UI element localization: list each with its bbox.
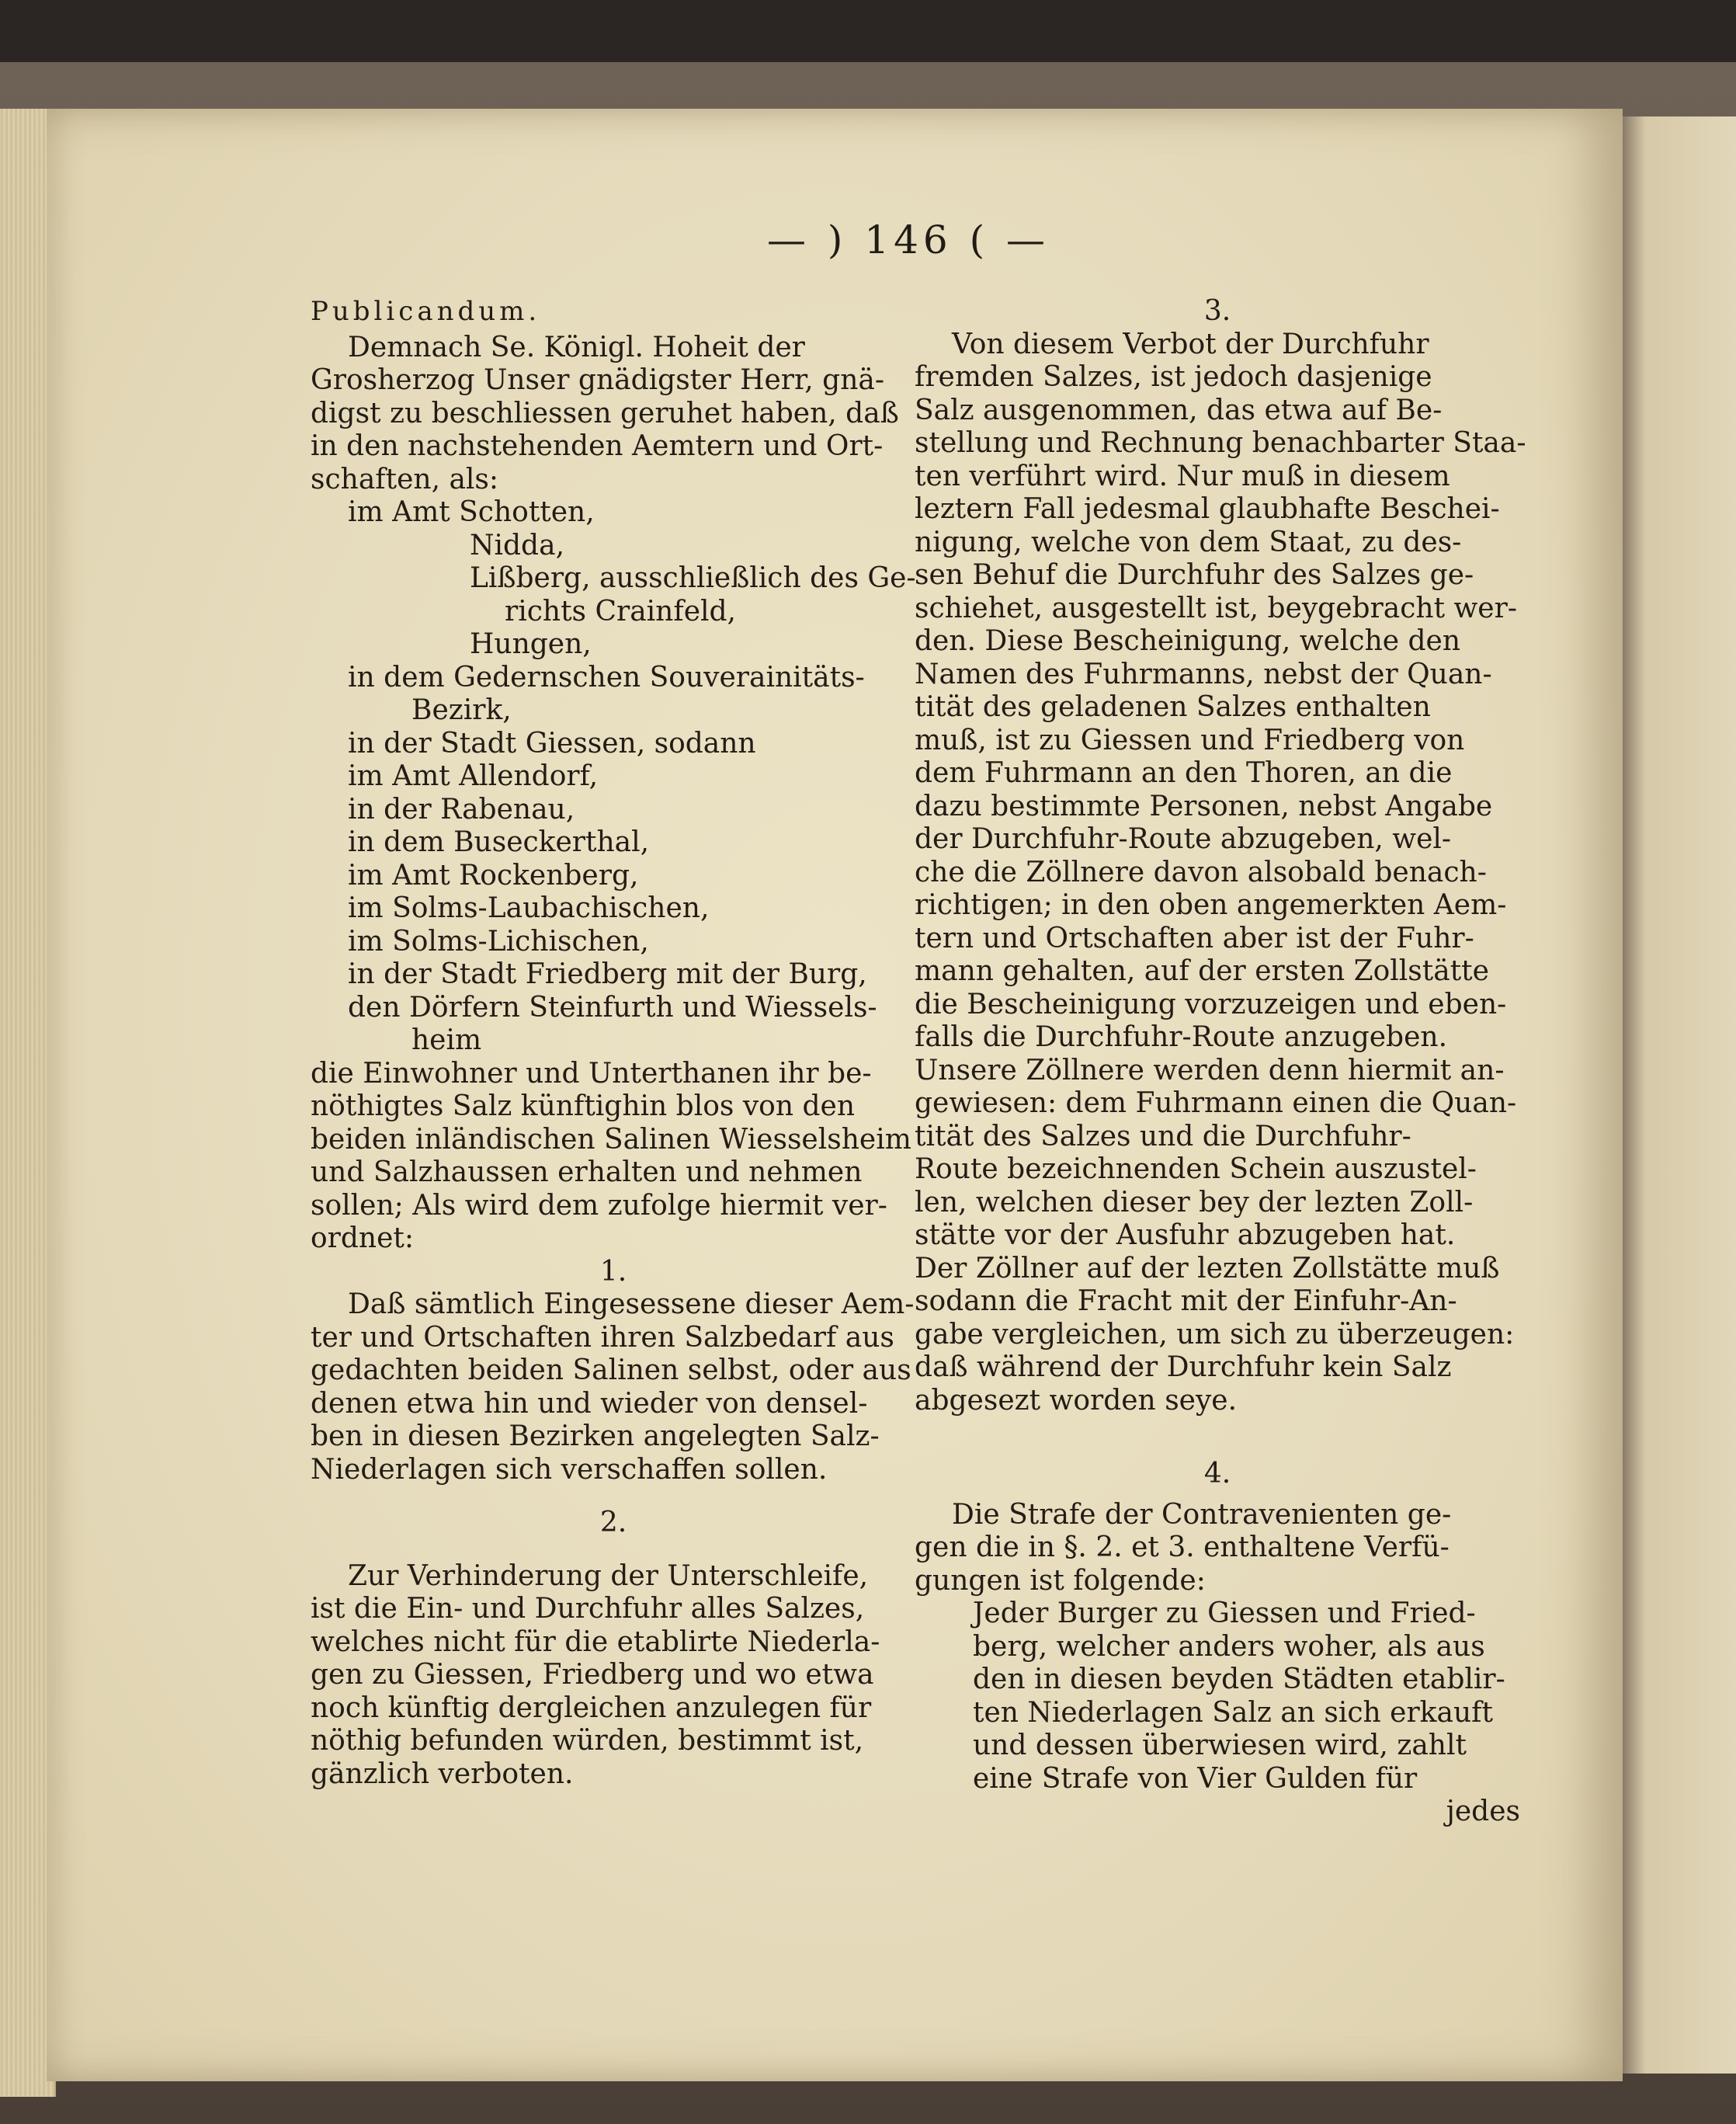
text-line: Die Strafe der Contravenienten ge- bbox=[952, 1498, 1452, 1531]
section-2-paragraph bbox=[311, 1560, 916, 1792]
text-line: welches nicht für die etablirte Niederla- bbox=[311, 1625, 880, 1658]
text-line: falls die Durchfuhr-Route anzugeben. bbox=[915, 1021, 1448, 1053]
text-line: Von diesem Verbot der Durchfuhr bbox=[952, 328, 1429, 360]
text-line: sodann die Fracht mit der Einfuhr-An- bbox=[915, 1285, 1457, 1317]
text-line: der Durchfuhr-Route abzugeben, wel- bbox=[915, 823, 1452, 855]
place-item: in dem Gedernschen Souverainitäts- bbox=[348, 661, 865, 694]
text-line: gen die in §. 2. et 3. enthaltene Verfü- bbox=[915, 1531, 1450, 1563]
text-line: Unsere Zöllnere werden denn hiermit an- bbox=[915, 1054, 1505, 1086]
text-line: den in diesen beyden Städten etablir- bbox=[973, 1663, 1505, 1695]
text-line: ter und Ortschaften ihren Salzbedarf aus bbox=[311, 1321, 894, 1354]
text-line: den. Diese Bescheinigung, welche den bbox=[915, 625, 1461, 657]
text-line: und Salzhaussen erhalten und nehmen bbox=[311, 1156, 863, 1188]
place-item: in der Stadt Giessen, sodann bbox=[348, 727, 756, 760]
facing-page-edge bbox=[1623, 116, 1736, 2074]
place-item: in dem Buseckerthal, bbox=[348, 826, 650, 858]
text-line: tern und Ortschaften aber ist der Fuhr- bbox=[915, 922, 1474, 954]
text-line: Demnach Se. Königl. Hoheit der bbox=[348, 331, 805, 363]
text-line: berg, welcher anders woher, als aus bbox=[973, 1630, 1485, 1663]
text-line: ten verführt wird. Nur muß in diesem bbox=[915, 460, 1450, 492]
text-line: muß, ist zu Giessen und Friedberg von bbox=[915, 724, 1465, 756]
penalty-clause bbox=[915, 1597, 1520, 1795]
text-line: noch künftig dergleichen anzulegen für bbox=[311, 1691, 872, 1724]
place-item: im Amt Allendorf, bbox=[348, 760, 599, 792]
catchword: jedes bbox=[1446, 1795, 1520, 1827]
text-line: Der Zöllner auf der lezten Zollstätte muß bbox=[915, 1252, 1500, 1284]
section-3-paragraph bbox=[915, 328, 1526, 1418]
place-item: Lißberg, ausschließlich des Ge- bbox=[470, 562, 916, 594]
section-number: 4. bbox=[1203, 1458, 1231, 1490]
place-item: im Amt Rockenberg, bbox=[348, 859, 639, 892]
text-line: nöthig befunden würden, bestimmt ist, bbox=[311, 1725, 864, 1757]
page-number-header: — ) 146 ( — bbox=[766, 217, 1050, 262]
text-line: stellung und Rechnung benachbarter Staa- bbox=[915, 427, 1526, 459]
text-line: gen zu Giessen, Friedberg und wo etwa bbox=[311, 1659, 874, 1691]
section-number: 1. bbox=[599, 1255, 627, 1288]
text-line: nöthigtes Salz künftighin blos von den bbox=[311, 1090, 855, 1122]
text-line: ist die Ein- und Durchfuhr alles Salzes, bbox=[311, 1593, 865, 1625]
place-item: Nidda, bbox=[470, 529, 565, 561]
text-line: ben in diesen Bezirken angelegten Salz- bbox=[311, 1420, 880, 1452]
place-item: im Amt Schotten, bbox=[348, 496, 595, 528]
text-line: gedachten beiden Salinen selbst, oder aus bbox=[311, 1354, 911, 1386]
text-line: dem Fuhrmann an den Thoren, an die bbox=[915, 757, 1453, 789]
text-line: che die Zöllnere davon alsobald benach- bbox=[915, 856, 1487, 888]
place-item: in der Rabenau, bbox=[348, 793, 575, 826]
text-line: Niederlagen sich verschaffen sollen. bbox=[311, 1453, 828, 1486]
text-line: Namen des Fuhrmanns, nebst der Quan- bbox=[915, 658, 1492, 690]
text-line: in den nachstehenden Aemtern und Ort- bbox=[311, 430, 884, 462]
text-line: Jeder Burger zu Giessen und Fried- bbox=[973, 1597, 1476, 1629]
place-item: Hungen, bbox=[470, 628, 592, 660]
text-line: ten Niederlagen Salz an sich erkauft bbox=[973, 1696, 1493, 1729]
section-1-paragraph bbox=[311, 1288, 916, 1486]
text-line: die Einwohner und Unterthanen ihr be- bbox=[311, 1057, 872, 1090]
text-line: sollen; Als wird dem zufolge hiermit ver- bbox=[311, 1189, 887, 1222]
text-line: schaften, als: bbox=[311, 463, 499, 495]
section-heading: Publicandum. bbox=[311, 296, 541, 327]
text-line: mann gehalten, auf der ersten Zollstätte bbox=[915, 955, 1489, 987]
text-line: die Bescheinigung vorzuzeigen und eben- bbox=[915, 988, 1507, 1020]
text-line: Daß sämtlich Eingesessene dieser Aem- bbox=[348, 1288, 915, 1320]
text-line: fremden Salzes, ist jedoch dasjenige bbox=[915, 361, 1432, 393]
text-line: dazu bestimmte Personen, nebst Angabe bbox=[915, 790, 1493, 822]
left-column bbox=[311, 295, 916, 1791]
text-line: digst zu beschliessen geruhet haben, daß bbox=[311, 397, 899, 429]
right-column bbox=[915, 295, 1526, 1829]
place-item: den Dörfern Steinfurth und Wiessels- bbox=[348, 991, 877, 1024]
place-item: im Solms-Lichischen, bbox=[348, 925, 649, 958]
intro-paragraph bbox=[311, 332, 916, 497]
text-line: Zur Verhinderung der Unterschleife, bbox=[348, 1559, 869, 1592]
text-line: Grosherzog Unser gnädigster Herr, gnä- bbox=[311, 364, 885, 396]
section-number: 2. bbox=[599, 1507, 627, 1538]
place-item: heim bbox=[411, 1024, 482, 1056]
text-line: tität des geladenen Salzes enthalten bbox=[915, 691, 1431, 723]
text-line: gungen ist folgende: bbox=[915, 1564, 1206, 1597]
section-number: 3. bbox=[1203, 295, 1231, 327]
text-line: gabe vergleichen, um sich zu überzeugen: bbox=[915, 1318, 1515, 1351]
text-line: richtigen; in den oben angemerkten Aem- bbox=[915, 889, 1507, 921]
text-line: len, welchen dieser bey der lezten Zoll- bbox=[915, 1186, 1474, 1218]
text-line: gänzlich verboten. bbox=[311, 1757, 574, 1790]
place-item: in der Stadt Friedberg mit der Burg, bbox=[348, 958, 867, 990]
text-line: beiden inländischen Salinen Wiesselsheim bbox=[311, 1123, 911, 1156]
text-line: denen etwa hin und wieder von densel- bbox=[311, 1387, 868, 1420]
text-line: und dessen überwiesen wird, zahlt bbox=[973, 1729, 1467, 1761]
place-item: im Solms-Laubachischen, bbox=[348, 892, 710, 924]
text-line: nigung, welche von dem Staat, zu des- bbox=[915, 526, 1462, 558]
text-line: tität des Salzes und die Durchfuhr- bbox=[915, 1120, 1411, 1152]
text-line: eine Strafe von Vier Gulden für bbox=[973, 1762, 1418, 1795]
text-line: leztern Fall jedesmal glaubhafte Beschei- bbox=[915, 493, 1500, 525]
place-item: richts Crainfeld, bbox=[505, 595, 737, 627]
text-line: daß während der Durchfuhr kein Salz bbox=[915, 1351, 1452, 1383]
text-line: ordnet: bbox=[311, 1222, 415, 1254]
text-line: schiehet, ausgestellt ist, beygebracht wer- bbox=[915, 592, 1517, 624]
section-4-paragraph bbox=[915, 1499, 1520, 1598]
text-line: stätte vor der Ausfuhr abzugeben hat. bbox=[915, 1219, 1456, 1251]
text-line: Salz ausgenommen, das etwa auf Be- bbox=[915, 394, 1443, 426]
place-item: Bezirk, bbox=[411, 694, 512, 726]
places-list bbox=[311, 496, 916, 1058]
text-line: abgesezt worden seye. bbox=[915, 1384, 1238, 1417]
text-line: sen Behuf die Durchfuhr des Salzes ge- bbox=[915, 559, 1474, 591]
text-line: gewiesen: dem Fuhrmann einen die Quan- bbox=[915, 1087, 1517, 1119]
conclusion-paragraph bbox=[311, 1058, 916, 1256]
text-line: Route bezeichnenden Schein auszustel- bbox=[915, 1153, 1477, 1185]
